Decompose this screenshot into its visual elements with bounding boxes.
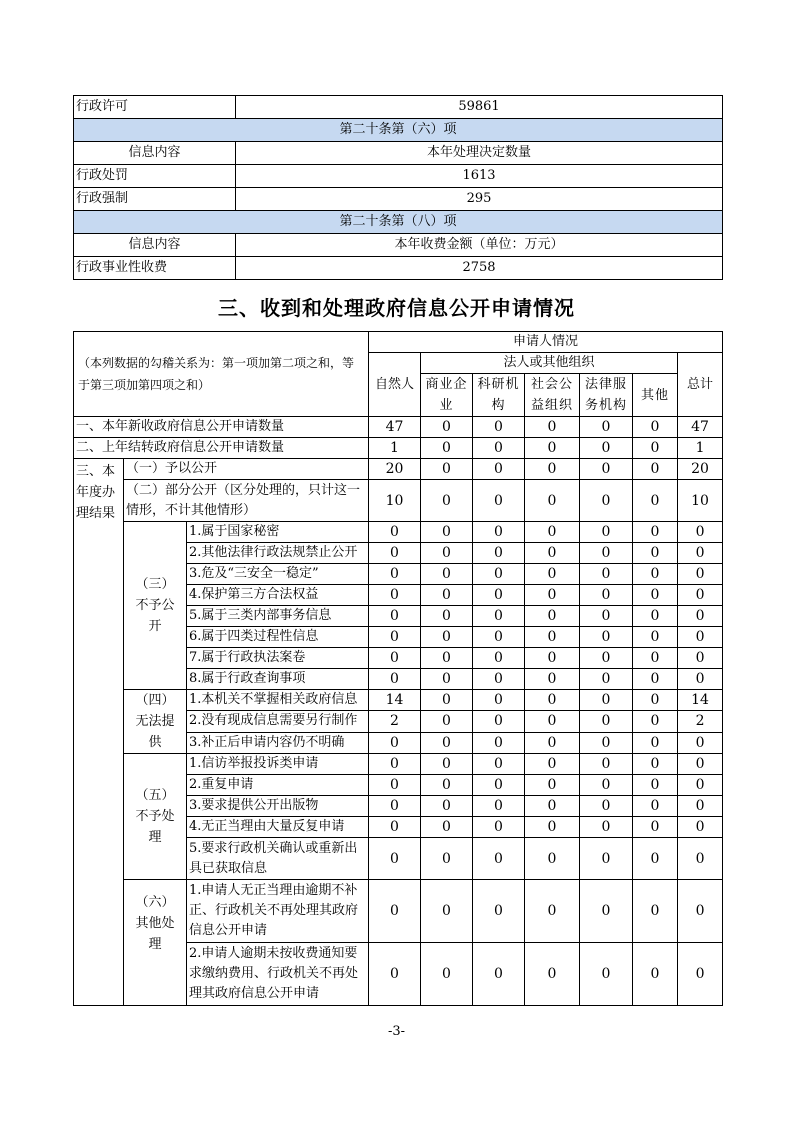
value-cell: 0 — [678, 732, 723, 753]
value-cell: 0 — [369, 754, 421, 775]
value-cell: 10 — [678, 480, 723, 522]
value-cell: 0 — [580, 606, 633, 627]
row-label: （二）部分公开（区分处理的，只计这一情形，不计其他情形） — [124, 480, 369, 522]
value-cell: 0 — [580, 690, 633, 711]
row-label: 4.保护第三方合法权益 — [187, 585, 369, 606]
row-label: 7.属于行政执法案卷 — [187, 648, 369, 669]
value-cell: 0 — [525, 838, 580, 880]
header-info-content: 信息内容 — [74, 234, 236, 257]
value-cell: 0 — [525, 711, 580, 732]
row-label: 行政处罚 — [74, 165, 236, 188]
row-label: 8.属于行政查询事项 — [187, 669, 369, 690]
row-label: 3.危及“三安全一稳定” — [187, 564, 369, 585]
value-cell: 0 — [678, 564, 723, 585]
value-cell: 0 — [473, 943, 525, 1006]
section-header — [74, 211, 723, 234]
value-cell: 0 — [369, 796, 421, 817]
value-cell: 0 — [369, 543, 421, 564]
value-cell: 0 — [421, 754, 473, 775]
value-cell: 1 — [369, 438, 421, 459]
page-number: -3- — [387, 1024, 406, 1039]
value-cell: 0 — [369, 648, 421, 669]
value-cell: 0 — [580, 796, 633, 817]
row-label: 2.其他法律行政法规禁止公开 — [187, 543, 369, 564]
org-type-header: 商业企业 — [421, 374, 473, 417]
value-cell: 0 — [421, 480, 473, 522]
value-cell: 0 — [421, 817, 473, 838]
row-label: （一）予以公开 — [124, 459, 369, 480]
value-cell: 0 — [678, 585, 723, 606]
value-cell: 14 — [678, 690, 723, 711]
row-value: 2758 — [236, 257, 723, 280]
table-row — [74, 417, 723, 438]
natural-person-header: 自然人 — [369, 353, 421, 417]
subgroup-label: （四）无法提供 — [124, 690, 187, 754]
value-cell: 0 — [678, 775, 723, 796]
section-title: 第二十条第（六）项 — [74, 119, 723, 142]
value-cell: 1 — [678, 438, 723, 459]
value-cell: 0 — [525, 796, 580, 817]
value-cell: 0 — [525, 564, 580, 585]
value-cell: 0 — [473, 648, 525, 669]
value-cell: 0 — [525, 606, 580, 627]
value-cell: 0 — [633, 459, 678, 480]
row-label: 1.本机关不掌握相关政府信息 — [187, 690, 369, 711]
value-cell: 0 — [473, 417, 525, 438]
subgroup-label: （五）不予处理 — [124, 754, 187, 880]
value-cell: 0 — [525, 417, 580, 438]
value-cell: 0 — [525, 943, 580, 1006]
value-cell: 0 — [678, 796, 723, 817]
table-row — [74, 880, 723, 943]
value-cell: 0 — [473, 754, 525, 775]
value-cell: 0 — [473, 459, 525, 480]
value-cell: 47 — [369, 417, 421, 438]
value-cell: 0 — [633, 585, 678, 606]
row-value: 295 — [236, 188, 723, 211]
table-row — [74, 165, 723, 188]
value-cell: 0 — [580, 754, 633, 775]
top-table — [73, 95, 723, 280]
value-cell: 0 — [633, 669, 678, 690]
org-header: 法人或其他组织 — [421, 353, 678, 374]
row-label: 行政事业性收费 — [74, 257, 236, 280]
section-heading: 三、收到和处理政府信息公开申请情况 — [218, 296, 575, 320]
value-cell: 0 — [633, 796, 678, 817]
table-body — [74, 332, 723, 1006]
value-cell: 0 — [473, 711, 525, 732]
org-type-header: 法律服务机构 — [580, 374, 633, 417]
value-cell: 0 — [580, 943, 633, 1006]
row-label: 5.要求行政机关确认或重新出具已获取信息 — [187, 838, 369, 880]
header-row-1 — [74, 332, 723, 353]
value-cell: 20 — [678, 459, 723, 480]
value-cell: 0 — [421, 775, 473, 796]
value-cell: 0 — [421, 564, 473, 585]
reconciliation-note: （本列数据的勾稽关系为：第一项加第二项之和，等于第三项加第四项之和） — [74, 332, 369, 417]
header-count: 本年处理决定数量 — [236, 142, 723, 165]
row-label: 行政强制 — [74, 188, 236, 211]
value-cell: 0 — [369, 817, 421, 838]
value-cell: 0 — [525, 648, 580, 669]
subgroup-label: （三）不予公开 — [124, 522, 187, 690]
value-cell: 0 — [678, 817, 723, 838]
value-cell: 0 — [473, 732, 525, 753]
value-cell: 0 — [473, 880, 525, 943]
value-cell: 0 — [580, 880, 633, 943]
value-cell: 0 — [473, 585, 525, 606]
header-info-content: 信息内容 — [74, 142, 236, 165]
table-row — [74, 690, 723, 711]
value-cell: 0 — [580, 522, 633, 543]
value-cell: 0 — [633, 943, 678, 1006]
value-cell: 0 — [580, 648, 633, 669]
value-cell: 0 — [369, 522, 421, 543]
value-cell: 0 — [369, 880, 421, 943]
value-cell: 0 — [580, 438, 633, 459]
value-cell: 0 — [473, 480, 525, 522]
row-label: 1.申请人无正当理由逾期不补正、行政机关不再处理其政府信息公开申请 — [187, 880, 369, 943]
value-cell: 0 — [525, 754, 580, 775]
value-cell: 0 — [633, 648, 678, 669]
value-cell: 0 — [525, 880, 580, 943]
value-cell: 0 — [678, 627, 723, 648]
org-type-header: 科研机构 — [473, 374, 525, 417]
value-cell: 0 — [633, 690, 678, 711]
value-cell: 0 — [421, 606, 473, 627]
value-cell: 20 — [369, 459, 421, 480]
value-cell: 0 — [633, 627, 678, 648]
value-cell: 0 — [633, 817, 678, 838]
value-cell: 0 — [525, 669, 580, 690]
table-row — [74, 522, 723, 543]
value-cell: 0 — [580, 669, 633, 690]
row-label: 二、上年结转政府信息公开申请数量 — [74, 438, 369, 459]
value-cell: 0 — [525, 459, 580, 480]
value-cell: 0 — [525, 775, 580, 796]
value-cell: 0 — [473, 669, 525, 690]
value-cell: 0 — [633, 838, 678, 880]
value-cell: 0 — [525, 690, 580, 711]
value-cell: 0 — [678, 522, 723, 543]
value-cell: 0 — [633, 775, 678, 796]
total-header: 总计 — [678, 353, 723, 417]
value-cell: 0 — [580, 480, 633, 522]
value-cell: 0 — [633, 417, 678, 438]
value-cell: 0 — [580, 711, 633, 732]
value-cell: 0 — [421, 796, 473, 817]
value-cell: 0 — [678, 543, 723, 564]
applicant-header: 申请人情况 — [369, 332, 723, 353]
value-cell: 0 — [633, 732, 678, 753]
org-type-header: 社会公益组织 — [525, 374, 580, 417]
row-label: 5.属于三类内部事务信息 — [187, 606, 369, 627]
row-label: 1.属于国家秘密 — [187, 522, 369, 543]
value-cell: 0 — [369, 943, 421, 1006]
value-cell: 0 — [525, 438, 580, 459]
value-cell: 0 — [473, 627, 525, 648]
row-value: 59861 — [236, 96, 723, 119]
value-cell: 0 — [369, 775, 421, 796]
row-label: 2.重复申请 — [187, 775, 369, 796]
value-cell: 0 — [421, 459, 473, 480]
value-cell: 0 — [473, 690, 525, 711]
value-cell: 0 — [633, 606, 678, 627]
value-cell: 0 — [369, 669, 421, 690]
value-cell: 0 — [421, 627, 473, 648]
value-cell: 0 — [678, 648, 723, 669]
value-cell: 0 — [633, 754, 678, 775]
value-cell: 0 — [369, 564, 421, 585]
value-cell: 0 — [421, 585, 473, 606]
value-cell: 0 — [580, 627, 633, 648]
value-cell: 0 — [525, 480, 580, 522]
value-cell: 0 — [369, 838, 421, 880]
table-row — [74, 96, 723, 119]
value-cell: 0 — [580, 564, 633, 585]
value-cell: 0 — [580, 817, 633, 838]
value-cell: 0 — [473, 564, 525, 585]
value-cell: 0 — [421, 711, 473, 732]
table-row — [74, 754, 723, 775]
table-header-row — [74, 234, 723, 257]
value-cell: 0 — [678, 838, 723, 880]
value-cell: 0 — [633, 543, 678, 564]
value-cell: 0 — [473, 543, 525, 564]
section-header — [74, 119, 723, 142]
value-cell: 0 — [421, 838, 473, 880]
value-cell: 0 — [678, 669, 723, 690]
row-value: 1613 — [236, 165, 723, 188]
value-cell: 0 — [369, 585, 421, 606]
row-label: 行政许可 — [74, 96, 236, 119]
value-cell: 0 — [580, 543, 633, 564]
value-cell: 0 — [580, 775, 633, 796]
value-cell: 0 — [678, 880, 723, 943]
table-row — [74, 459, 723, 480]
header-fee-amount: 本年收费金额（单位：万元） — [236, 234, 723, 257]
row-label: 6.属于四类过程性信息 — [187, 627, 369, 648]
value-cell: 0 — [633, 480, 678, 522]
row-label: 1.信访举报投诉类申请 — [187, 754, 369, 775]
value-cell: 0 — [421, 438, 473, 459]
value-cell: 0 — [525, 732, 580, 753]
value-cell: 0 — [421, 732, 473, 753]
value-cell: 0 — [525, 543, 580, 564]
value-cell: 0 — [421, 522, 473, 543]
value-cell: 0 — [421, 943, 473, 1006]
value-cell: 0 — [525, 627, 580, 648]
row-label: 4.无正当理由大量反复申请 — [187, 817, 369, 838]
value-cell: 0 — [421, 690, 473, 711]
table-row — [74, 188, 723, 211]
value-cell: 0 — [580, 459, 633, 480]
row-label: 3.要求提供公开出版物 — [187, 796, 369, 817]
value-cell: 0 — [633, 438, 678, 459]
value-cell: 0 — [421, 669, 473, 690]
value-cell: 0 — [473, 438, 525, 459]
value-cell: 0 — [525, 585, 580, 606]
value-cell: 0 — [473, 838, 525, 880]
row-label: 3.补正后申请内容仍不明确 — [187, 732, 369, 753]
value-cell: 0 — [633, 522, 678, 543]
org-type-header: 其他 — [633, 374, 678, 417]
table-row — [74, 257, 723, 280]
value-cell: 14 — [369, 690, 421, 711]
value-cell: 0 — [580, 838, 633, 880]
value-cell: 0 — [525, 817, 580, 838]
value-cell: 0 — [473, 796, 525, 817]
value-cell: 0 — [421, 417, 473, 438]
group-label: 三、本年度办理结果 — [74, 459, 124, 1006]
value-cell: 10 — [369, 480, 421, 522]
value-cell: 0 — [580, 417, 633, 438]
value-cell: 0 — [473, 606, 525, 627]
value-cell: 0 — [633, 880, 678, 943]
value-cell: 0 — [678, 606, 723, 627]
table-row — [74, 438, 723, 459]
value-cell: 0 — [580, 732, 633, 753]
section-title: 第二十条第（八）项 — [74, 211, 723, 234]
value-cell: 0 — [580, 585, 633, 606]
value-cell: 2 — [678, 711, 723, 732]
row-label: 2.申请人逾期未按收费通知要求缴纳费用、行政机关不再处理其政府信息公开申请 — [187, 943, 369, 1006]
subgroup-label: （六）其他处理 — [124, 880, 187, 1006]
value-cell: 0 — [421, 880, 473, 943]
row-label: 2.没有现成信息需要另行制作 — [187, 711, 369, 732]
value-cell: 0 — [421, 543, 473, 564]
value-cell: 0 — [473, 775, 525, 796]
value-cell: 0 — [369, 627, 421, 648]
value-cell: 0 — [678, 943, 723, 1006]
application-stats-table — [73, 331, 723, 1006]
value-cell: 0 — [473, 522, 525, 543]
table-header-row — [74, 142, 723, 165]
value-cell: 0 — [369, 606, 421, 627]
value-cell: 0 — [678, 754, 723, 775]
value-cell: 47 — [678, 417, 723, 438]
value-cell: 0 — [369, 732, 421, 753]
value-cell: 0 — [633, 564, 678, 585]
value-cell: 0 — [525, 522, 580, 543]
row-label: 一、本年新收政府信息公开申请数量 — [74, 417, 369, 438]
value-cell: 0 — [473, 817, 525, 838]
value-cell: 2 — [369, 711, 421, 732]
value-cell: 0 — [421, 648, 473, 669]
value-cell: 0 — [633, 711, 678, 732]
table-row — [74, 480, 723, 522]
